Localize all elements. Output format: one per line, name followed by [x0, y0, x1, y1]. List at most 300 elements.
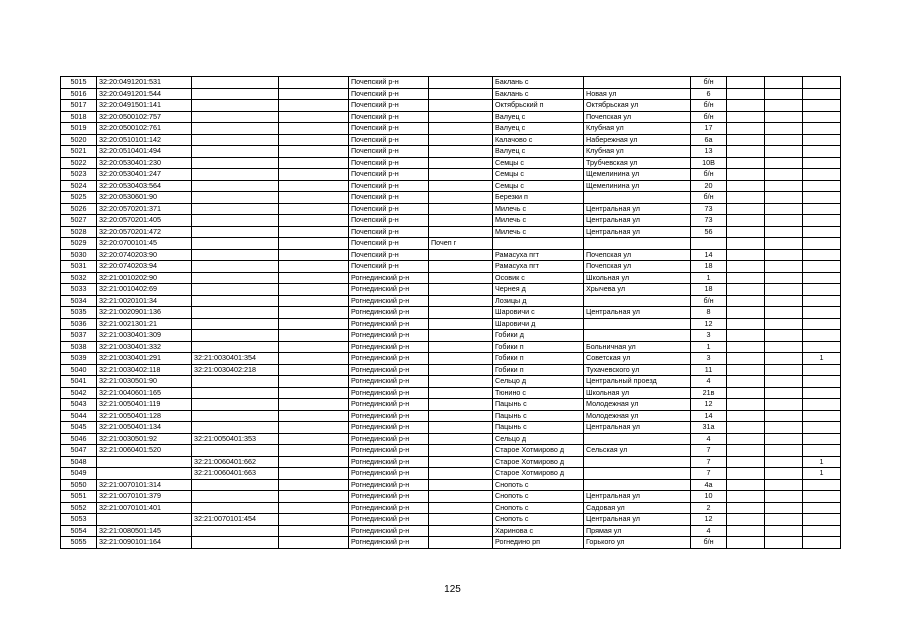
- house-number-cell: 12: [691, 514, 727, 526]
- house-number-cell: 17: [691, 123, 727, 135]
- extra-column-a-cell: [727, 364, 765, 376]
- house-number-cell: 4: [691, 433, 727, 445]
- cadastral-number-cell: 32:20:0510101:142: [97, 134, 192, 146]
- street-cell: [584, 456, 691, 468]
- row-number-cell: 5026: [61, 203, 97, 215]
- extra-column-b-cell: [765, 376, 803, 388]
- cadastral-number-cell: 32:21:0030501:92: [97, 433, 192, 445]
- table-row: [61, 433, 841, 445]
- row-number-cell: 5054: [61, 525, 97, 537]
- street-cell: Хрычева ул: [584, 284, 691, 296]
- district-cell: Рогнединский р-н: [349, 468, 429, 480]
- blank-column-cell: [279, 514, 349, 526]
- city-cell: [429, 318, 493, 330]
- extra-column-b-cell: [765, 77, 803, 89]
- count-cell: [803, 226, 841, 238]
- district-cell: Почепский р-н: [349, 238, 429, 250]
- extra-column-b-cell: [765, 330, 803, 342]
- extra-column-b-cell: [765, 353, 803, 365]
- street-cell: Щемелинина ул: [584, 180, 691, 192]
- cadastral-number-cell: 32:20:0500102:757: [97, 111, 192, 123]
- street-cell: Центральная ул: [584, 514, 691, 526]
- extra-column-a-cell: [727, 525, 765, 537]
- count-cell: [803, 238, 841, 250]
- extra-column-a-cell: [727, 146, 765, 158]
- linked-cadastral-number-cell: [192, 537, 279, 549]
- settlement-cell: Шаровичи с: [493, 307, 584, 319]
- linked-cadastral-number-cell: [192, 341, 279, 353]
- blank-column-cell: [279, 353, 349, 365]
- row-number-cell: 5036: [61, 318, 97, 330]
- extra-column-a-cell: [727, 284, 765, 296]
- city-cell: [429, 502, 493, 514]
- count-cell: [803, 157, 841, 169]
- blank-column-cell: [279, 468, 349, 480]
- row-number-cell: 5020: [61, 134, 97, 146]
- settlement-cell: Рамасуха пгт: [493, 249, 584, 261]
- district-cell: Рогнединский р-н: [349, 272, 429, 284]
- row-number-cell: 5040: [61, 364, 97, 376]
- row-number-cell: 5022: [61, 157, 97, 169]
- blank-column-cell: [279, 410, 349, 422]
- table-row: [61, 180, 841, 192]
- settlement-cell: Снопоть с: [493, 479, 584, 491]
- count-cell: [803, 514, 841, 526]
- blank-column-cell: [279, 456, 349, 468]
- city-cell: [429, 77, 493, 89]
- cadastral-number-cell: 32:21:0080501:145: [97, 525, 192, 537]
- settlement-cell: Валуец с: [493, 123, 584, 135]
- house-number-cell: 2: [691, 502, 727, 514]
- count-cell: [803, 192, 841, 204]
- house-number-cell: 13: [691, 146, 727, 158]
- street-cell: Садовая ул: [584, 502, 691, 514]
- city-cell: [429, 272, 493, 284]
- row-number-cell: 5049: [61, 468, 97, 480]
- street-cell: [584, 295, 691, 307]
- cadastral-number-cell: 32:20:0570201:405: [97, 215, 192, 227]
- row-number-cell: 5025: [61, 192, 97, 204]
- row-number-cell: 5043: [61, 399, 97, 411]
- extra-column-b-cell: [765, 169, 803, 181]
- registry-table: [60, 76, 841, 549]
- cadastral-number-cell: 32:20:0491201:531: [97, 77, 192, 89]
- street-cell: Центральная ул: [584, 491, 691, 503]
- linked-cadastral-number-cell: 32:21:0030402:218: [192, 364, 279, 376]
- settlement-cell: Милечь с: [493, 226, 584, 238]
- count-cell: [803, 295, 841, 307]
- extra-column-b-cell: [765, 203, 803, 215]
- count-cell: [803, 445, 841, 457]
- extra-column-b-cell: [765, 249, 803, 261]
- city-cell: [429, 537, 493, 549]
- city-cell: [429, 88, 493, 100]
- district-cell: Рогнединский р-н: [349, 422, 429, 434]
- blank-column-cell: [279, 180, 349, 192]
- extra-column-b-cell: [765, 134, 803, 146]
- city-cell: [429, 284, 493, 296]
- cadastral-number-cell: 32:21:0030401:309: [97, 330, 192, 342]
- district-cell: Рогнединский р-н: [349, 433, 429, 445]
- house-number-cell: 6а: [691, 134, 727, 146]
- linked-cadastral-number-cell: [192, 157, 279, 169]
- extra-column-a-cell: [727, 261, 765, 273]
- count-cell: [803, 215, 841, 227]
- extra-column-a-cell: [727, 295, 765, 307]
- extra-column-a-cell: [727, 433, 765, 445]
- settlement-cell: Чернея д: [493, 284, 584, 296]
- blank-column-cell: [279, 330, 349, 342]
- house-number-cell: б/н: [691, 192, 727, 204]
- house-number-cell: 6: [691, 88, 727, 100]
- extra-column-a-cell: [727, 111, 765, 123]
- extra-column-a-cell: [727, 456, 765, 468]
- table-row: [61, 111, 841, 123]
- table-row: [61, 249, 841, 261]
- blank-column-cell: [279, 422, 349, 434]
- settlement-cell: Сельцо д: [493, 376, 584, 388]
- extra-column-a-cell: [727, 134, 765, 146]
- linked-cadastral-number-cell: [192, 479, 279, 491]
- city-cell: [429, 410, 493, 422]
- count-cell: [803, 410, 841, 422]
- row-number-cell: 5052: [61, 502, 97, 514]
- settlement-cell: Старое Хотмирово д: [493, 445, 584, 457]
- settlement-cell: Гобики п: [493, 364, 584, 376]
- district-cell: Почепский р-н: [349, 111, 429, 123]
- street-cell: Тухачевского ул: [584, 364, 691, 376]
- extra-column-a-cell: [727, 77, 765, 89]
- district-cell: Рогнединский р-н: [349, 330, 429, 342]
- table-row: [61, 468, 841, 480]
- blank-column-cell: [279, 491, 349, 503]
- city-cell: [429, 364, 493, 376]
- settlement-cell: Валуец с: [493, 146, 584, 158]
- extra-column-b-cell: [765, 318, 803, 330]
- extra-column-b-cell: [765, 272, 803, 284]
- row-number-cell: 5042: [61, 387, 97, 399]
- settlement-cell: Октябрьский п: [493, 100, 584, 112]
- settlement-cell: Калачово с: [493, 134, 584, 146]
- row-number-cell: 5048: [61, 456, 97, 468]
- city-cell: [429, 376, 493, 388]
- house-number-cell: 7: [691, 456, 727, 468]
- settlement-cell: [493, 238, 584, 250]
- district-cell: Почепский р-н: [349, 77, 429, 89]
- extra-column-a-cell: [727, 123, 765, 135]
- row-number-cell: 5028: [61, 226, 97, 238]
- cadastral-number-cell: 32:21:0030501:90: [97, 376, 192, 388]
- linked-cadastral-number-cell: [192, 410, 279, 422]
- street-cell: Трубчевская ул: [584, 157, 691, 169]
- extra-column-b-cell: [765, 468, 803, 480]
- table-row: [61, 479, 841, 491]
- linked-cadastral-number-cell: [192, 272, 279, 284]
- blank-column-cell: [279, 238, 349, 250]
- cadastral-number-cell: 32:21:0040601:165: [97, 387, 192, 399]
- street-cell: [584, 318, 691, 330]
- district-cell: Рогнединский р-н: [349, 456, 429, 468]
- linked-cadastral-number-cell: [192, 387, 279, 399]
- extra-column-b-cell: [765, 514, 803, 526]
- linked-cadastral-number-cell: [192, 525, 279, 537]
- row-number-cell: 5021: [61, 146, 97, 158]
- table-row: [61, 514, 841, 526]
- linked-cadastral-number-cell: [192, 318, 279, 330]
- extra-column-b-cell: [765, 341, 803, 353]
- settlement-cell: Баклань с: [493, 88, 584, 100]
- extra-column-a-cell: [727, 399, 765, 411]
- row-number-cell: 5032: [61, 272, 97, 284]
- city-cell: [429, 387, 493, 399]
- street-cell: [584, 330, 691, 342]
- city-cell: [429, 341, 493, 353]
- extra-column-a-cell: [727, 318, 765, 330]
- settlement-cell: Харинова с: [493, 525, 584, 537]
- house-number-cell: 31а: [691, 422, 727, 434]
- blank-column-cell: [279, 88, 349, 100]
- city-cell: Почеп г: [429, 238, 493, 250]
- extra-column-b-cell: [765, 525, 803, 537]
- settlement-cell: Лозицы д: [493, 295, 584, 307]
- settlement-cell: Старое Хотмирово д: [493, 468, 584, 480]
- table-row: [61, 203, 841, 215]
- row-number-cell: 5027: [61, 215, 97, 227]
- count-cell: [803, 111, 841, 123]
- row-number-cell: 5051: [61, 491, 97, 503]
- table-row: [61, 307, 841, 319]
- linked-cadastral-number-cell: [192, 77, 279, 89]
- district-cell: Рогнединский р-н: [349, 537, 429, 549]
- city-cell: [429, 134, 493, 146]
- cadastral-number-cell: 32:21:0020901:136: [97, 307, 192, 319]
- count-cell: [803, 249, 841, 261]
- table-row: [61, 376, 841, 388]
- table-row: [61, 318, 841, 330]
- house-number-cell: 4: [691, 376, 727, 388]
- city-cell: [429, 192, 493, 204]
- city-cell: [429, 307, 493, 319]
- street-cell: [584, 433, 691, 445]
- cadastral-number-cell: 32:20:0570201:472: [97, 226, 192, 238]
- blank-column-cell: [279, 376, 349, 388]
- district-cell: Почепский р-н: [349, 169, 429, 181]
- house-number-cell: 1: [691, 341, 727, 353]
- district-cell: Почепский р-н: [349, 226, 429, 238]
- blank-column-cell: [279, 169, 349, 181]
- extra-column-a-cell: [727, 180, 765, 192]
- table-row: [61, 123, 841, 135]
- district-cell: Почепский р-н: [349, 100, 429, 112]
- cadastral-number-cell: 32:20:0510401:494: [97, 146, 192, 158]
- house-number-cell: 8: [691, 307, 727, 319]
- page-number: 125: [444, 584, 461, 595]
- cadastral-number-cell: 32:20:0530403:564: [97, 180, 192, 192]
- extra-column-a-cell: [727, 514, 765, 526]
- blank-column-cell: [279, 123, 349, 135]
- city-cell: [429, 330, 493, 342]
- cadastral-number-cell: 32:21:0030401:332: [97, 341, 192, 353]
- city-cell: [429, 249, 493, 261]
- linked-cadastral-number-cell: [192, 491, 279, 503]
- linked-cadastral-number-cell: [192, 295, 279, 307]
- extra-column-a-cell: [727, 157, 765, 169]
- settlement-cell: Сельцо д: [493, 433, 584, 445]
- count-cell: [803, 318, 841, 330]
- blank-column-cell: [279, 134, 349, 146]
- table-row: [61, 525, 841, 537]
- extra-column-a-cell: [727, 238, 765, 250]
- extra-column-b-cell: [765, 295, 803, 307]
- blank-column-cell: [279, 399, 349, 411]
- settlement-cell: Рамасуха пгт: [493, 261, 584, 273]
- district-cell: Почепский р-н: [349, 203, 429, 215]
- row-number-cell: 5041: [61, 376, 97, 388]
- settlement-cell: Снопоть с: [493, 514, 584, 526]
- row-number-cell: 5016: [61, 88, 97, 100]
- extra-column-b-cell: [765, 410, 803, 422]
- count-cell: [803, 330, 841, 342]
- table-row: [61, 445, 841, 457]
- city-cell: [429, 295, 493, 307]
- count-cell: [803, 307, 841, 319]
- blank-column-cell: [279, 77, 349, 89]
- linked-cadastral-number-cell: 32:21:0060401:663: [192, 468, 279, 480]
- house-number-cell: 73: [691, 203, 727, 215]
- row-number-cell: 5024: [61, 180, 97, 192]
- district-cell: Рогнединский р-н: [349, 364, 429, 376]
- house-number-cell: 14: [691, 249, 727, 261]
- street-cell: Щемелинина ул: [584, 169, 691, 181]
- extra-column-a-cell: [727, 410, 765, 422]
- house-number-cell: 10: [691, 491, 727, 503]
- cadastral-number-cell: 32:20:0491201:544: [97, 88, 192, 100]
- table-row: [61, 272, 841, 284]
- settlement-cell: Рогнедино рп: [493, 537, 584, 549]
- extra-column-a-cell: [727, 226, 765, 238]
- row-number-cell: 5031: [61, 261, 97, 273]
- district-cell: Почепский р-н: [349, 88, 429, 100]
- blank-column-cell: [279, 502, 349, 514]
- blank-column-cell: [279, 445, 349, 457]
- street-cell: Школьная ул: [584, 272, 691, 284]
- street-cell: Центральная ул: [584, 422, 691, 434]
- settlement-cell: Гобики п: [493, 353, 584, 365]
- cadastral-number-cell: 32:21:0050401:128: [97, 410, 192, 422]
- district-cell: Рогнединский р-н: [349, 445, 429, 457]
- house-number-cell: 21в: [691, 387, 727, 399]
- city-cell: [429, 353, 493, 365]
- linked-cadastral-number-cell: [192, 284, 279, 296]
- row-number-cell: 5019: [61, 123, 97, 135]
- count-cell: [803, 376, 841, 388]
- extra-column-a-cell: [727, 203, 765, 215]
- table-row: [61, 502, 841, 514]
- district-cell: Рогнединский р-н: [349, 376, 429, 388]
- street-cell: Школьная ул: [584, 387, 691, 399]
- cadastral-number-cell: 32:21:0010402:69: [97, 284, 192, 296]
- row-number-cell: 5033: [61, 284, 97, 296]
- settlement-cell: Пацынь с: [493, 422, 584, 434]
- cadastral-number-cell: 32:21:0060401:520: [97, 445, 192, 457]
- table-row: [61, 410, 841, 422]
- count-cell: [803, 77, 841, 89]
- row-number-cell: 5046: [61, 433, 97, 445]
- settlement-cell: Шаровичи д: [493, 318, 584, 330]
- house-number-cell: 18: [691, 284, 727, 296]
- linked-cadastral-number-cell: [192, 100, 279, 112]
- city-cell: [429, 456, 493, 468]
- district-cell: Рогнединский р-н: [349, 353, 429, 365]
- count-cell: [803, 169, 841, 181]
- house-number-cell: 56: [691, 226, 727, 238]
- house-number-cell: б/н: [691, 169, 727, 181]
- extra-column-a-cell: [727, 479, 765, 491]
- count-cell: 1: [803, 468, 841, 480]
- city-cell: [429, 226, 493, 238]
- blank-column-cell: [279, 272, 349, 284]
- extra-column-b-cell: [765, 502, 803, 514]
- row-number-cell: 5030: [61, 249, 97, 261]
- table-body: [61, 77, 841, 549]
- house-number-cell: б/н: [691, 537, 727, 549]
- count-cell: [803, 364, 841, 376]
- district-cell: Рогнединский р-н: [349, 318, 429, 330]
- house-number-cell: 7: [691, 468, 727, 480]
- row-number-cell: 5050: [61, 479, 97, 491]
- table-row: [61, 226, 841, 238]
- house-number-cell: 73: [691, 215, 727, 227]
- street-cell: Центральная ул: [584, 215, 691, 227]
- street-cell: Набережная ул: [584, 134, 691, 146]
- count-cell: [803, 422, 841, 434]
- cadastral-number-cell: 32:20:0530401:247: [97, 169, 192, 181]
- settlement-cell: Милечь с: [493, 203, 584, 215]
- cadastral-number-cell: 32:20:0700101:45: [97, 238, 192, 250]
- count-cell: [803, 284, 841, 296]
- table-row: [61, 341, 841, 353]
- cadastral-number-cell: 32:20:0570201:371: [97, 203, 192, 215]
- extra-column-a-cell: [727, 387, 765, 399]
- extra-column-a-cell: [727, 491, 765, 503]
- city-cell: [429, 146, 493, 158]
- extra-column-b-cell: [765, 123, 803, 135]
- settlement-cell: Валуец с: [493, 111, 584, 123]
- blank-column-cell: [279, 249, 349, 261]
- cadastral-number-cell: [97, 456, 192, 468]
- linked-cadastral-number-cell: [192, 399, 279, 411]
- row-number-cell: 5039: [61, 353, 97, 365]
- settlement-cell: Семцы с: [493, 169, 584, 181]
- extra-column-a-cell: [727, 169, 765, 181]
- street-cell: Клубная ул: [584, 146, 691, 158]
- blank-column-cell: [279, 341, 349, 353]
- table-row: [61, 238, 841, 250]
- count-cell: [803, 491, 841, 503]
- street-cell: [584, 192, 691, 204]
- row-number-cell: 5037: [61, 330, 97, 342]
- city-cell: [429, 445, 493, 457]
- district-cell: Почепский р-н: [349, 180, 429, 192]
- count-cell: 1: [803, 456, 841, 468]
- row-number-cell: 5045: [61, 422, 97, 434]
- city-cell: [429, 261, 493, 273]
- count-cell: [803, 180, 841, 192]
- extra-column-a-cell: [727, 353, 765, 365]
- district-cell: Почепский р-н: [349, 134, 429, 146]
- row-number-cell: 5055: [61, 537, 97, 549]
- street-cell: Центральная ул: [584, 307, 691, 319]
